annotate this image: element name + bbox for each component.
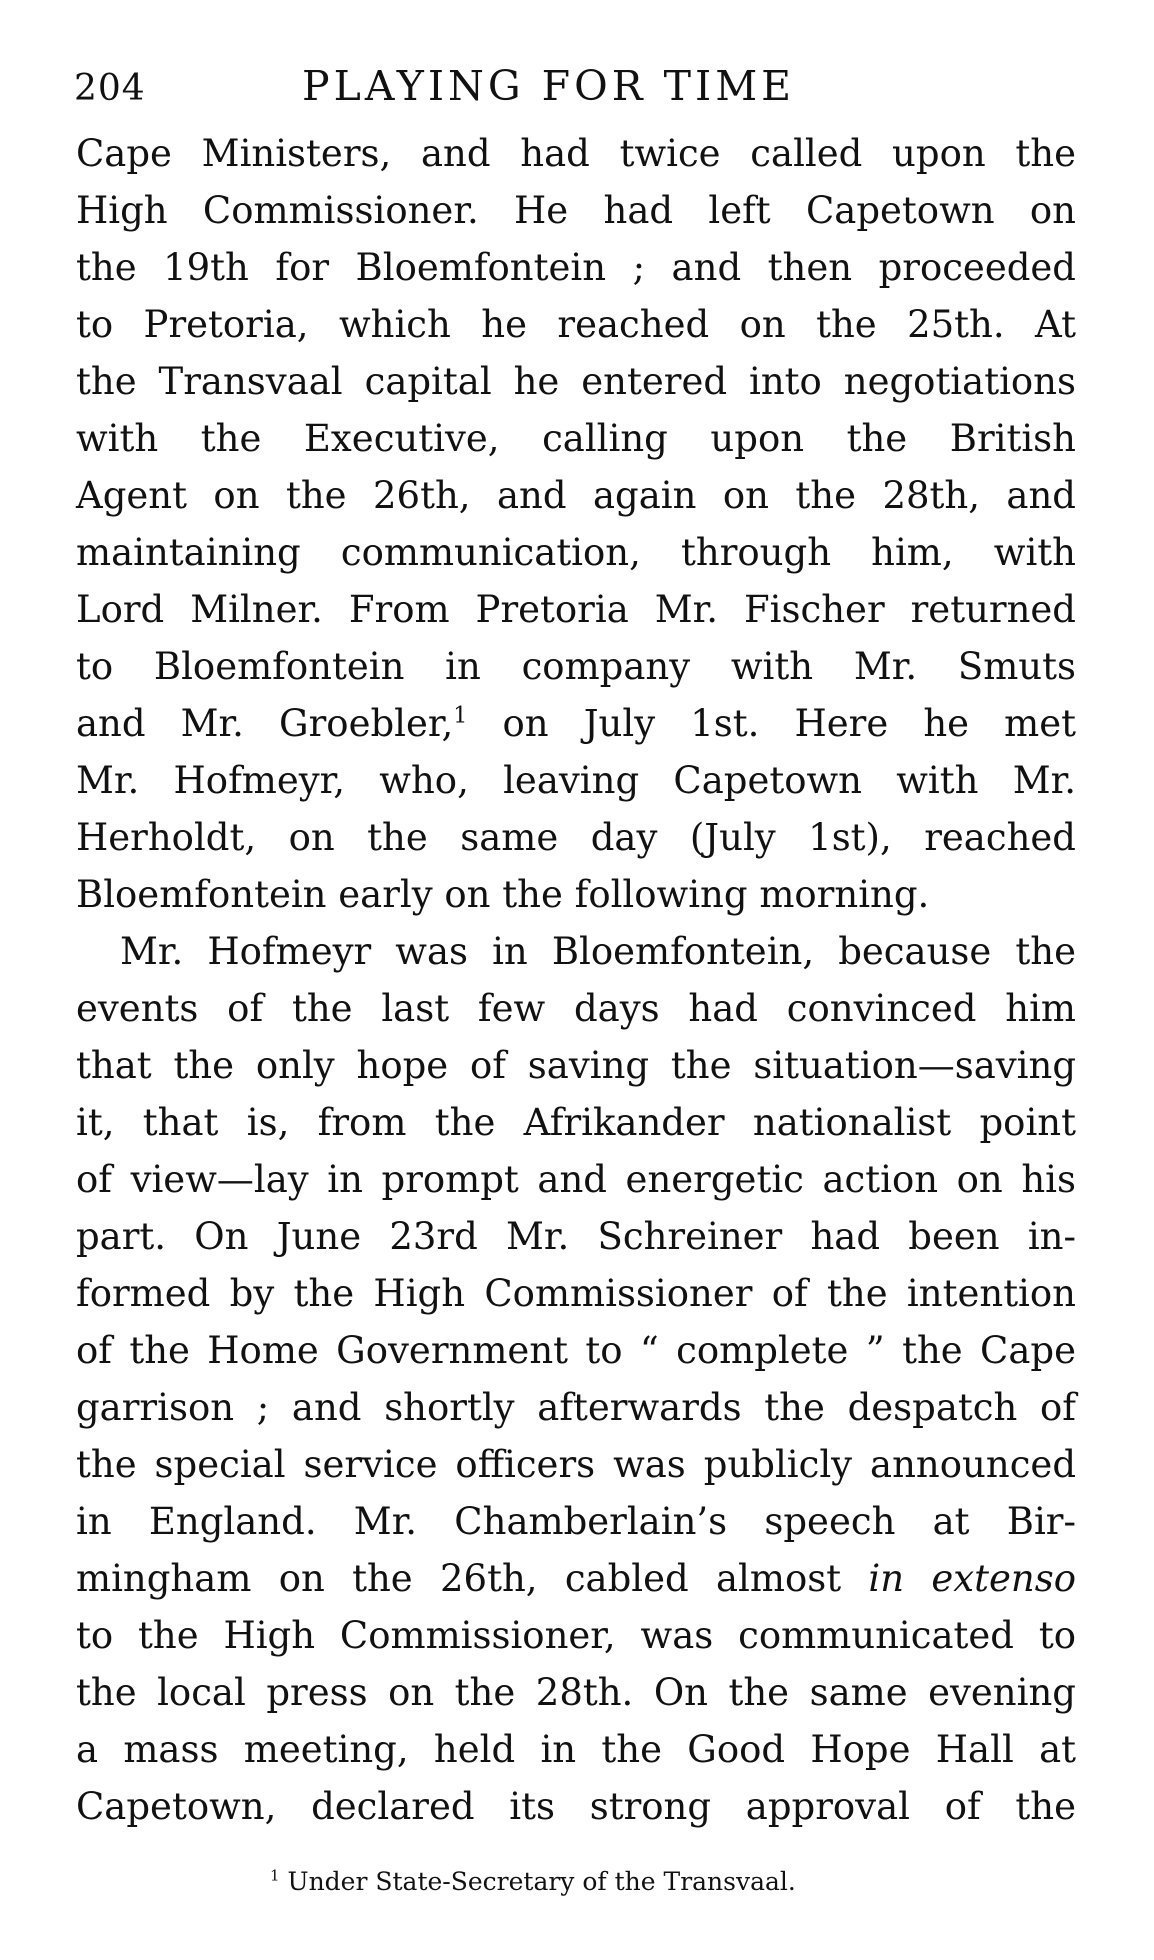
- text-line: a mass meeting, held in the Good Hope Hall at: [76, 1728, 1076, 1771]
- footnote-reference: 1: [453, 702, 468, 729]
- text-line: of the Home Government to “ complete ” the Cape: [76, 1329, 1076, 1372]
- text-line: Capetown, declared its strong approval of the: [76, 1785, 1076, 1828]
- text-line: that the only hope of saving the situation—saving: [76, 1044, 1076, 1087]
- text-line-with-footnote: [76, 695, 1076, 752]
- text-segment: and Mr. Groebler,: [76, 702, 454, 745]
- footnote: [270, 1867, 796, 1896]
- text-line: in England. Mr. Chamberlain’s speech at Bir-: [76, 1500, 1076, 1543]
- text-line: Mr. Hofmeyr, who, leaving Capetown with Mr.: [76, 759, 1076, 802]
- text-line: the special service officers was publicly announced: [76, 1443, 1076, 1486]
- text-line: maintaining communication, through him, with: [76, 531, 1076, 574]
- text-line: to Bloemfontein in company with Mr. Smuts: [76, 645, 1076, 688]
- text-line: Lord Milner. From Pretoria Mr. Fischer returned: [76, 588, 1076, 631]
- text-line: part. On June 23rd Mr. Schreiner had been in-: [76, 1215, 1076, 1258]
- running-title: PLAYING FOR TIME: [302, 62, 796, 110]
- text-line: High Commissioner. He had left Capetown on: [76, 189, 1076, 232]
- text-line: formed by the High Commissioner of the intention: [76, 1272, 1076, 1315]
- text-line: Agent on the 26th, and again on the 28th, and: [76, 474, 1076, 517]
- text-segment: mingham on the 26th, cabled almost: [76, 1557, 842, 1600]
- footnote-marker: 1: [270, 1866, 280, 1885]
- text-segment: on July 1st. Here he met: [502, 702, 1076, 745]
- text-line: Bloemfontein early on the following morning.: [76, 873, 930, 916]
- paragraph-start-line: Mr. Hofmeyr was in Bloemfontein, because the: [120, 930, 1076, 973]
- text-line: it, that is, from the Afrikander nationalist point: [76, 1101, 1076, 1144]
- text-line-with-italic: [76, 1550, 1076, 1607]
- body-text: [76, 125, 1076, 1835]
- footnote-text: Under State-Secretary of the Transvaal.: [287, 1867, 796, 1896]
- text-line: to the High Commissioner, was communicated to: [76, 1614, 1076, 1657]
- text-line: of view—lay in prompt and energetic action on his: [76, 1158, 1076, 1201]
- text-line: Herholdt, on the same day (July 1st), reached: [76, 816, 1076, 859]
- italic-phrase: in extenso: [868, 1557, 1077, 1600]
- text-line: the Transvaal capital he entered into negotiations: [76, 360, 1076, 403]
- page-header: [72, 62, 1082, 112]
- page-number: 204: [74, 68, 146, 109]
- text-line: events of the last few days had convinced him: [76, 987, 1076, 1030]
- text-line: the 19th for Bloemfontein ; and then proceeded: [76, 246, 1076, 289]
- text-line: Cape Ministers, and had twice called upon the: [76, 132, 1076, 175]
- text-line: the local press on the 28th. On the same evening: [76, 1671, 1076, 1714]
- text-line: with the Executive, calling upon the British: [76, 417, 1076, 460]
- text-line: garrison ; and shortly afterwards the despatch of: [76, 1386, 1076, 1429]
- text-line: to Pretoria, which he reached on the 25th. At: [76, 303, 1076, 346]
